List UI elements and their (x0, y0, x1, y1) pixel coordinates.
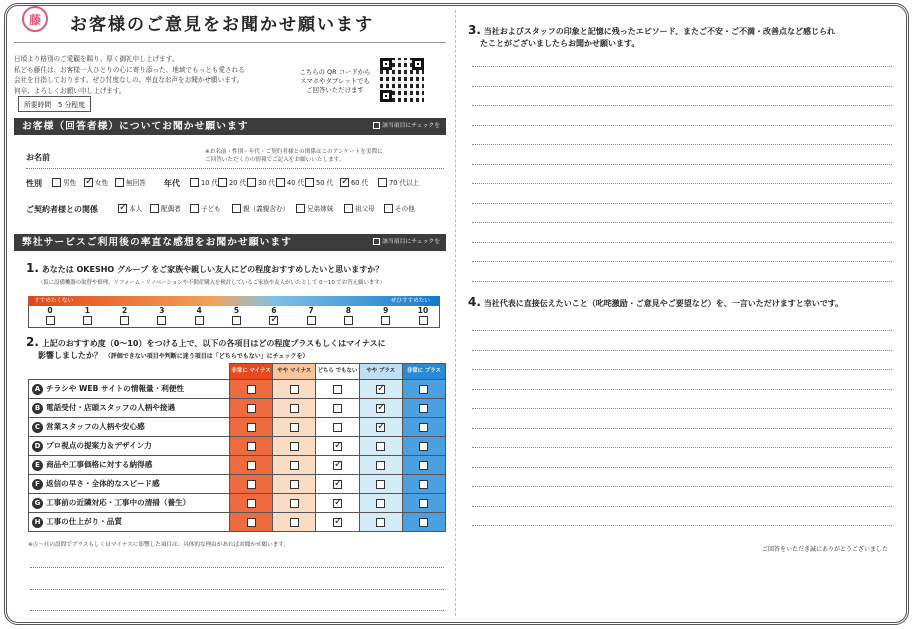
customer-section-bar (14, 118, 446, 135)
row-label (29, 494, 230, 513)
option-label: 祖父母 (355, 205, 375, 213)
option-label: 40 代 (287, 179, 305, 187)
name-label: お名前 (26, 153, 50, 162)
item-letter-icon: E (32, 460, 43, 471)
checkbox[interactable] (290, 461, 299, 470)
checkbox[interactable] (376, 480, 385, 489)
rating-cell[interactable] (402, 456, 445, 475)
checkbox[interactable] (290, 442, 299, 451)
gender-label: 性別 (26, 179, 42, 188)
age-option[interactable] (305, 177, 333, 187)
checkbox[interactable] (381, 316, 390, 325)
checkbox[interactable] (419, 518, 428, 527)
checkbox[interactable] (290, 423, 299, 432)
item-letter-icon: G (32, 498, 43, 509)
check-hint-text: 該当項目にチェックを (382, 123, 440, 129)
row-label (29, 380, 230, 399)
checkbox[interactable] (115, 178, 124, 187)
checkbox[interactable] (290, 404, 299, 413)
question-4 (468, 296, 843, 310)
column-header: やや プラス (359, 364, 402, 380)
answer-line[interactable] (30, 610, 444, 611)
rating-cell[interactable] (359, 399, 402, 418)
answer-line[interactable] (472, 66, 892, 67)
rating-cell[interactable] (273, 418, 316, 437)
checkbox[interactable] (296, 204, 305, 213)
scale-option[interactable] (408, 306, 438, 325)
age-option[interactable] (218, 177, 246, 187)
table-row (29, 456, 446, 475)
option-label: 10 代 (201, 179, 219, 187)
checkbox[interactable] (344, 204, 353, 213)
table-row (29, 437, 446, 456)
checkbox[interactable] (419, 404, 428, 413)
checkbox[interactable] (333, 442, 342, 451)
answer-line[interactable] (472, 428, 892, 429)
checkbox[interactable] (247, 442, 256, 451)
table-corner (29, 364, 230, 380)
qr-caption-line: ご回答いただけます (306, 86, 364, 94)
rating-cell[interactable] (273, 475, 316, 494)
answer-line[interactable] (472, 86, 892, 87)
checkbox[interactable] (195, 316, 204, 325)
check-hint (373, 234, 440, 251)
option-label: その他 (395, 205, 415, 213)
answer-line[interactable] (472, 330, 892, 331)
checkbox[interactable] (218, 178, 227, 187)
checkbox[interactable] (247, 404, 256, 413)
table-row (29, 494, 446, 513)
option-label: 女性 (95, 179, 109, 187)
checkbox[interactable] (376, 461, 385, 470)
checkbox[interactable] (376, 442, 385, 451)
rating-cell[interactable] (229, 399, 272, 418)
row-label (29, 475, 230, 494)
checkbox[interactable] (376, 423, 385, 432)
age-option[interactable] (378, 177, 419, 187)
question-number: 1. (26, 261, 39, 275)
checkbox[interactable] (333, 461, 342, 470)
question-text: 当社およびスタッフの印象と記憶に残ったエピソード、またご不安・ご不満・改善点など感じられ (483, 27, 835, 36)
table-row (29, 380, 446, 399)
gender-option-male[interactable] (52, 177, 76, 187)
rating-cell[interactable] (273, 399, 316, 418)
scale-number: 7 (308, 306, 314, 315)
checkbox[interactable] (52, 178, 61, 187)
row-label (29, 418, 230, 437)
table-row (29, 475, 446, 494)
checkbox[interactable] (46, 316, 55, 325)
scale-high-label: ぜひすすめたい (390, 298, 430, 304)
impact-table (28, 363, 446, 532)
checkbox[interactable] (344, 316, 353, 325)
checkbox[interactable] (247, 499, 256, 508)
relation-option[interactable] (118, 203, 142, 213)
rating-cell[interactable] (359, 418, 402, 437)
checkbox[interactable] (157, 316, 166, 325)
column-header: どちら でもない (316, 364, 359, 380)
note-line: ※お名前・性別・年代・ご契約者様との関係はこのアンケートを実際に (205, 149, 383, 155)
column-header: やや マイナス (273, 364, 316, 380)
scale-number: 4 (196, 306, 202, 315)
checkbox[interactable] (247, 518, 256, 527)
relation-option[interactable] (232, 203, 289, 213)
option-label: 無回答 (126, 179, 146, 187)
relation-option[interactable] (150, 203, 181, 213)
scale-number: 9 (383, 306, 389, 315)
checkbox[interactable] (290, 518, 299, 527)
option-label: 子ども (201, 205, 221, 213)
rating-cell[interactable] (316, 456, 359, 475)
table-row (29, 513, 446, 532)
checkbox[interactable] (305, 178, 314, 187)
scale-number: 8 (345, 306, 351, 315)
scale-low-label: すすめたくない (34, 298, 74, 304)
column-header: 非常に マイナス (229, 364, 272, 380)
answer-line[interactable] (472, 506, 892, 507)
checkbox[interactable] (333, 480, 342, 489)
row-label-text: 工事の仕上がり・品質 (46, 517, 122, 527)
rating-cell[interactable] (402, 494, 445, 513)
gender-option-female[interactable] (84, 177, 108, 187)
rating-cell[interactable] (402, 513, 445, 532)
question-3 (468, 24, 835, 50)
checkbox[interactable] (247, 461, 256, 470)
scale-option[interactable] (35, 306, 65, 325)
column-divider (455, 10, 456, 616)
checkbox[interactable] (247, 423, 256, 432)
checkbox[interactable] (83, 316, 92, 325)
answer-line[interactable] (472, 467, 892, 468)
row-label-text: 商品や工事価格に対する納得感 (46, 460, 153, 470)
row-label-text: 営業スタッフの人柄や安心感 (46, 422, 145, 432)
row-label-text: 電話受付・店頭スタッフの人柄や接遇 (46, 403, 176, 413)
item-letter-icon: D (32, 441, 43, 452)
question-number: 3. (468, 23, 481, 37)
answer-line[interactable] (30, 589, 444, 590)
rating-cell[interactable] (402, 380, 445, 399)
answer-line[interactable] (472, 525, 892, 526)
option-label: 配偶者 (161, 205, 181, 213)
option-label: 親（義親含む） (243, 205, 290, 213)
gender-option-none[interactable] (115, 177, 146, 187)
rating-cell[interactable] (402, 418, 445, 437)
checkbox[interactable] (247, 385, 256, 394)
checkbox[interactable] (333, 385, 342, 394)
item-letter-icon: A (32, 384, 43, 395)
recommend-scale (28, 306, 440, 328)
question-text: あなたは OKESHO グループ をご家族や親しい友人にどの程度おすすめしたいと思いますか？ (41, 265, 384, 274)
checkbox[interactable] (276, 178, 285, 187)
option-label: 本人 (129, 205, 143, 213)
note-line: ご回答いただく方の情報でご記入をお願いいたします。 (205, 157, 345, 163)
checkbox[interactable] (307, 316, 316, 325)
intro-text (14, 54, 284, 96)
checkbox[interactable] (232, 316, 241, 325)
right-column (468, 10, 896, 620)
checkbox[interactable] (190, 178, 199, 187)
answer-line[interactable] (472, 281, 892, 282)
relation-option[interactable] (296, 203, 333, 213)
answer-line[interactable] (472, 261, 892, 262)
option-label: 30 代 (258, 179, 276, 187)
question-text: 影響しましたか？ (38, 351, 102, 360)
answer-line[interactable] (472, 203, 892, 204)
scale-option[interactable] (147, 306, 177, 325)
rating-cell[interactable] (229, 380, 272, 399)
checkbox[interactable] (269, 316, 278, 325)
row-label-text: 返信の早さ・全体的なスピード感 (46, 479, 160, 489)
question-number: 2. (26, 335, 39, 349)
age-option[interactable] (276, 177, 304, 187)
scale-number: 2 (121, 306, 128, 315)
table-row (29, 418, 446, 437)
column-header: 非常に プラス (402, 364, 445, 380)
title-rule (14, 42, 446, 43)
answer-line[interactable] (472, 389, 892, 390)
checkbox[interactable] (84, 178, 93, 187)
scale-number: 0 (47, 306, 53, 315)
scale-option[interactable] (296, 306, 326, 325)
intro-line: 何卒、よろしくお願い申し上げます。 (14, 86, 126, 95)
age-label: 年代 (164, 179, 180, 188)
relation-label: ご契約者様との関係 (26, 205, 98, 214)
checkbox[interactable] (333, 499, 342, 508)
checkbox[interactable] (419, 461, 428, 470)
name-note (205, 148, 383, 164)
checkbox[interactable] (333, 423, 342, 432)
question-text: 上記のおすすめ度（0～10）をつける上で、以下の各項目はどの程度プラスもしくはマイナスに (41, 339, 386, 348)
relation-option[interactable] (190, 203, 221, 213)
section-title: お客様（回答者様）についてお聞かせ願います (22, 121, 249, 132)
option-label: 70 代以上 (389, 179, 420, 187)
row-label-text: 工事前の近隣対応・工事中の清掃（養生） (46, 498, 191, 508)
intro-line: 会社を目指しております。ぜひ忖度なしの、率直なお声をお聞かせ願います。 (14, 76, 244, 84)
scale-number: 5 (233, 306, 240, 315)
age-option[interactable] (247, 177, 275, 187)
qr-caption-line: スマホやタブレットでも (300, 77, 370, 85)
rating-cell[interactable] (359, 380, 402, 399)
rating-cell[interactable] (273, 380, 316, 399)
checkbox[interactable] (190, 204, 199, 213)
row-label (29, 456, 230, 475)
checkbox-icon (373, 238, 380, 245)
recommend-scale-bar (28, 296, 440, 306)
checkbox[interactable] (333, 404, 342, 413)
checkbox[interactable] (419, 316, 428, 325)
checkbox[interactable] (150, 204, 159, 213)
checkbox[interactable] (290, 499, 299, 508)
table-row (29, 399, 446, 418)
time-required-badge: 所要時間 5 分程度 (18, 96, 91, 112)
rating-cell[interactable] (402, 399, 445, 418)
question-2 (26, 336, 386, 363)
item-letter-icon: B (32, 403, 43, 414)
scale-option[interactable] (333, 306, 363, 325)
answer-line[interactable] (472, 447, 892, 448)
question-text: 当社代表に直接伝えたいこと（叱咤激励・ご意見やご要望など）を、一言いただけますと幸いです。 (483, 299, 844, 308)
rating-cell[interactable] (316, 380, 359, 399)
item-letter-icon: H (32, 517, 43, 528)
answer-line[interactable] (472, 350, 892, 351)
scale-number: 6 (271, 306, 277, 315)
rating-cell[interactable] (229, 437, 272, 456)
question-1 (26, 262, 383, 276)
checkbox[interactable] (419, 480, 428, 489)
row-label-text: プロ視点の提案力＆デザイン力 (46, 441, 152, 451)
qr-caption-line: こちらの QR コードから (299, 68, 371, 76)
checkbox[interactable] (378, 178, 387, 187)
table-footnote: ※Ⓐ～Ⓗの設問でプラスもしくはマイナスに影響した項目は、具体的な理由があればお聞かせ願います。 (28, 542, 290, 548)
rating-cell[interactable] (316, 418, 359, 437)
checkbox[interactable] (290, 385, 299, 394)
answer-line[interactable] (472, 222, 892, 223)
checkbox[interactable] (384, 204, 393, 213)
checkbox[interactable] (419, 385, 428, 394)
checkbox[interactable] (333, 518, 342, 527)
scale-option[interactable] (371, 306, 401, 325)
rating-cell[interactable] (229, 418, 272, 437)
rating-cell[interactable] (316, 494, 359, 513)
rating-cell[interactable] (316, 437, 359, 456)
answer-line[interactable] (472, 105, 892, 106)
checkbox-icon (373, 122, 380, 129)
scale-option[interactable] (259, 306, 289, 325)
scale-option[interactable] (72, 306, 102, 325)
answer-line[interactable] (472, 183, 892, 184)
checkbox[interactable] (340, 178, 349, 187)
checkbox[interactable] (376, 404, 385, 413)
check-hint (373, 118, 440, 135)
option-label: 50 代 (316, 179, 334, 187)
rating-cell[interactable] (359, 456, 402, 475)
checkbox[interactable] (232, 204, 241, 213)
answer-line[interactable] (472, 125, 892, 126)
answer-line[interactable] (30, 567, 444, 568)
answer-line[interactable] (472, 144, 892, 145)
checkbox[interactable] (247, 480, 256, 489)
option-label: 男性 (63, 179, 77, 187)
answer-line[interactable] (472, 369, 892, 370)
rating-cell[interactable] (273, 456, 316, 475)
age-option[interactable] (190, 177, 218, 187)
scale-number: 10 (417, 306, 429, 315)
rating-cell[interactable] (229, 513, 272, 532)
rating-cell[interactable] (229, 456, 272, 475)
answer-line[interactable] (472, 486, 892, 487)
rating-cell[interactable] (316, 475, 359, 494)
qr-caption (285, 68, 385, 95)
rating-cell[interactable] (273, 494, 316, 513)
rating-cell[interactable] (359, 437, 402, 456)
impressions-section-bar (14, 234, 446, 251)
rating-cell[interactable] (359, 475, 402, 494)
rating-cell[interactable] (229, 475, 272, 494)
rating-cell[interactable] (316, 513, 359, 532)
scale-option[interactable] (222, 306, 252, 325)
option-label: 兄弟姉妹 (307, 205, 334, 213)
checkbox[interactable] (290, 480, 299, 489)
checkbox[interactable] (376, 499, 385, 508)
question-1-sub: （仮に設備機器の取替や修理、リフォーム・リノベーションや不動産購入を検討しているご家族や友人がいたとして 0～10 でお答え願います） (38, 280, 386, 286)
option-label: 20 代 (229, 179, 247, 187)
section-title: 弊社サービスご利用後の率直な感想をお聞かせ願います (22, 237, 292, 248)
checkbox[interactable] (419, 423, 428, 432)
row-label-text: チラシや WEB サイトの情報量・利便性 (46, 384, 185, 394)
item-letter-icon: C (32, 422, 43, 433)
relation-option[interactable] (344, 203, 375, 213)
scale-option[interactable] (110, 306, 140, 325)
scale-number: 1 (84, 306, 90, 315)
question-sub: （評価できない項目や判断に迷う項目は「どちらでもない」にチェックを） (104, 353, 309, 360)
question-number: 4. (468, 295, 481, 309)
check-hint-text: 該当項目にチェックを (382, 239, 440, 245)
intro-line: 私ども藤住は、お客様一人ひとりの心に寄り添った、地域でもっとも愛される (14, 65, 245, 74)
page-title: お客様のご意見をお聞かせ願います (70, 15, 374, 35)
rating-cell[interactable] (273, 513, 316, 532)
row-label (29, 513, 230, 532)
rating-cell[interactable] (402, 437, 445, 456)
row-label (29, 399, 230, 418)
question-text: たことがございましたらお聞かせ願います。 (480, 39, 640, 48)
intro-line: 日頃より格別のご愛顧を賜り、厚く御礼申し上げます。 (14, 55, 179, 63)
item-letter-icon: F (32, 479, 43, 490)
thanks-message: ご回答をいただき誠にありがとうございました (761, 546, 888, 553)
checkbox[interactable] (376, 385, 385, 394)
answer-line[interactable] (472, 164, 892, 165)
rating-cell[interactable] (273, 437, 316, 456)
answer-line[interactable] (472, 408, 892, 409)
rating-cell[interactable] (316, 399, 359, 418)
age-option[interactable] (340, 177, 368, 187)
checkbox[interactable] (120, 316, 129, 325)
rating-cell[interactable] (359, 494, 402, 513)
rating-cell[interactable] (229, 494, 272, 513)
rating-cell[interactable] (359, 513, 402, 532)
scale-number: 3 (159, 306, 165, 315)
scale-option[interactable] (184, 306, 214, 325)
checkbox[interactable] (419, 499, 428, 508)
checkbox[interactable] (419, 442, 428, 451)
checkbox[interactable] (376, 518, 385, 527)
option-label: 60 代 (351, 179, 369, 187)
answer-line[interactable] (472, 242, 892, 243)
company-seal-icon: 藤 (22, 6, 48, 32)
row-label (29, 437, 230, 456)
qr-code-icon[interactable] (380, 58, 424, 102)
rating-cell[interactable] (402, 475, 445, 494)
checkbox[interactable] (247, 178, 256, 187)
relation-option[interactable] (384, 203, 415, 213)
name-field[interactable] (26, 168, 444, 169)
checkbox[interactable] (118, 204, 127, 213)
